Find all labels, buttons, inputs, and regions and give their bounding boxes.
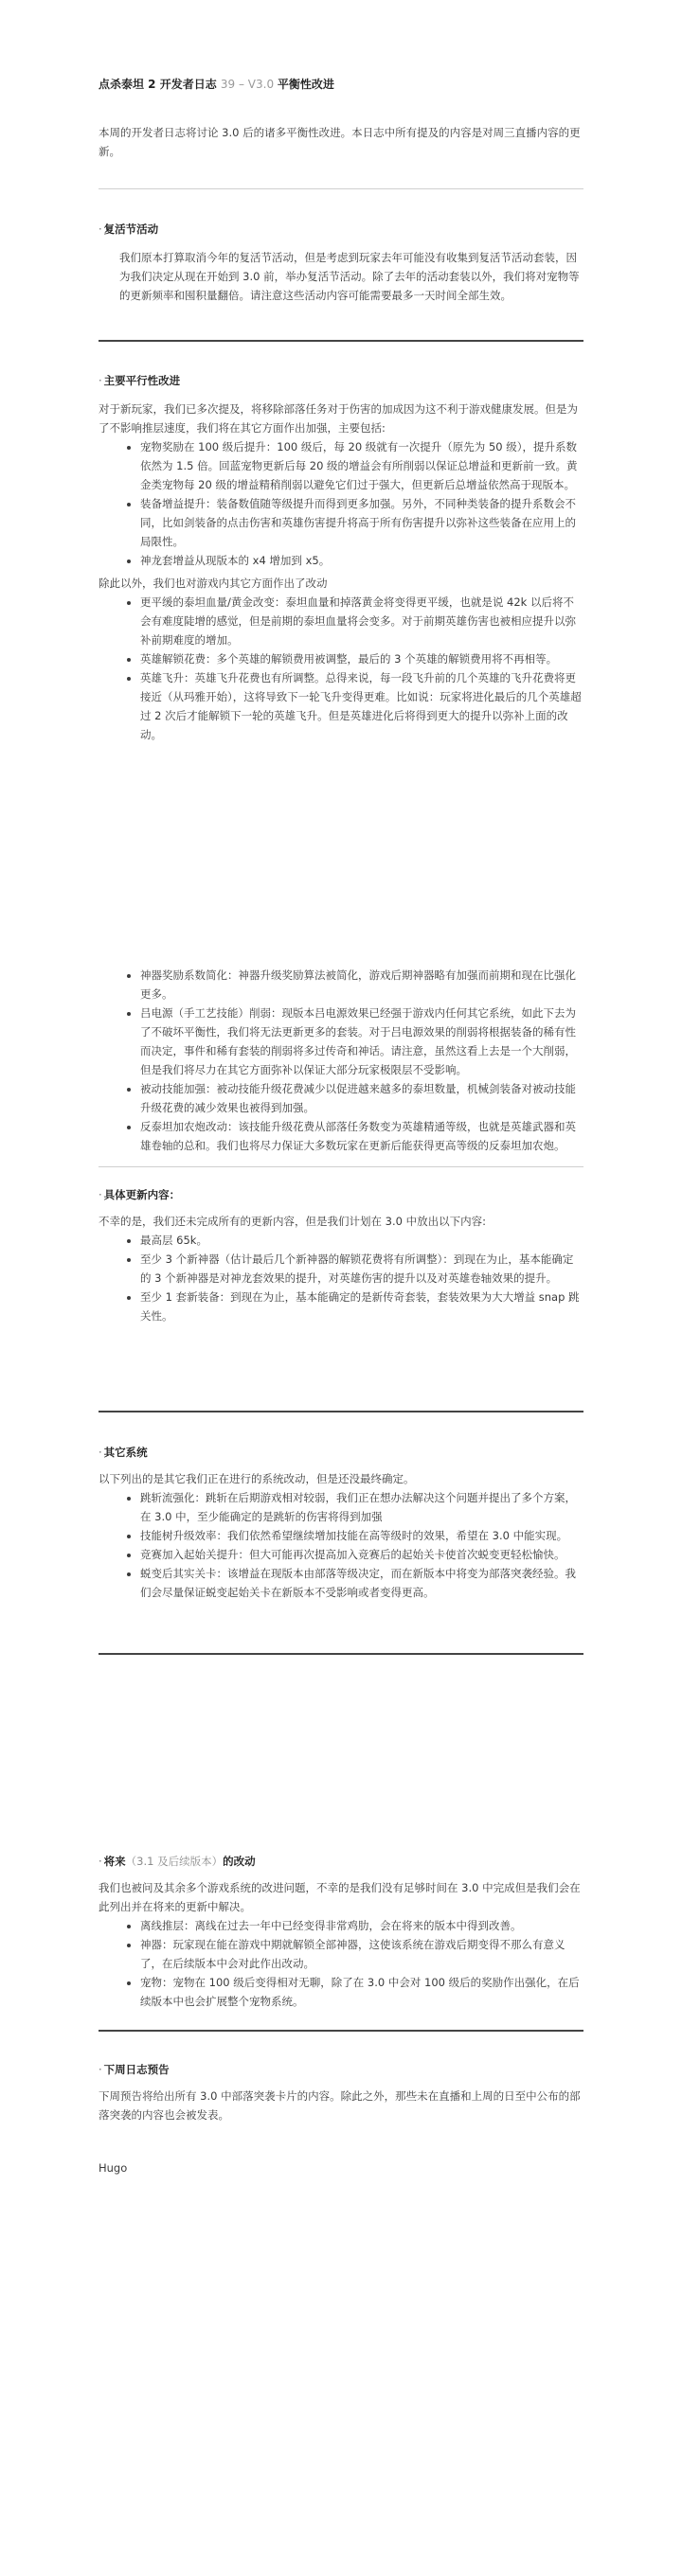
section-title: [99, 1443, 583, 1462]
divider: [99, 1411, 583, 1412]
page-1: [0, 0, 682, 880]
section-details: [99, 1185, 583, 1325]
list-item: • 最高层 65k。: [140, 1231, 583, 1250]
divider: [99, 340, 583, 342]
list-item: • 吕电源（手工艺技能）削弱：现版本吕电源效果已经强于游戏内任何其它系统，如此下去为了不破坏平衡性，我们将无法更新更多的套装。对于吕电源效果的削弱将根据装备的稀有性而决定，事件和稀有套装的削弱将多过传奇和神话。请注意，虽然这看上去是一个大削弱，但是我们将尽力在其它方面弥补以保证大部分玩家极限层不受影响。: [140, 1004, 583, 1079]
balance-list-3: [99, 966, 583, 1155]
section-title-text: 主要平行性改进: [103, 374, 181, 387]
other-systems-list: [99, 1488, 583, 1602]
bullet-prefix: ·: [99, 1446, 102, 1459]
balance-list-2: [99, 593, 583, 744]
bullet-prefix: ·: [99, 2063, 102, 2076]
section-body: 下周预告将给出所有 3.0 中部落突袭卡片的内容。除此之外，那些未在直播和上周的日至中公布的部落突袭的内容也会被发表。: [99, 2089, 581, 2122]
list-item: • 竞赛加入起始关提升：但大可能再次提高加入竞赛后的起始关卡使首次蜕变更轻松愉快。: [140, 1545, 583, 1564]
section-balance: [99, 371, 583, 744]
section-intro: 我们也被问及其余多个游戏系统的改进问题，不幸的是我们没有足够时间在 3.0 中完成但是我们会在此列出并在将来的更新中解决。: [99, 1881, 581, 1913]
list-item: • 至少 1 套新装备：到现在为止，基本能确定的是新传奇套装，套装效果为大大增益 snap 跳关性。: [140, 1288, 583, 1325]
section-future: [99, 1852, 583, 2011]
section-other-systems: [99, 1443, 583, 1602]
section-intro: 以下列出的是其它我们正在进行的系统改动，但是还没最终确定。: [99, 1472, 415, 1485]
title-part-3: 平衡性改进: [277, 78, 334, 91]
balance-list-1: [99, 437, 583, 570]
bullet-prefix: ·: [99, 1855, 102, 1868]
section-title-text: 具体更新内容：: [103, 1188, 181, 1201]
list-item: • 宠物：宠物在 100 级后变得相对无聊，除了在 3.0 中会对 100 级后的奖励作出强化，在后续版本中也会扩展整个宠物系统。: [140, 1973, 583, 2011]
divider: [99, 2030, 583, 2032]
section-easter: [99, 220, 583, 305]
section-next-week: [99, 2060, 583, 2124]
section-title: [99, 371, 583, 390]
list-item: • 离线推层：离线在过去一年中已经变得非常鸡肋，会在将来的版本中得到改善。: [140, 1916, 583, 1935]
signature: [99, 2159, 583, 2177]
section-balance-continued: [99, 966, 583, 1155]
page-3: [0, 1837, 682, 2576]
future-list: [99, 1916, 583, 2011]
section-body: 我们原本打算取消今年的复活节活动，但是考虑到玩家去年可能没有收集到复活节活动套装，因为我们决定从现在开始到 3.0 前，举办复活节活动。除了去年的活动套装以外，我们将对宠物等的更新频率和囤积量翻倍。请注意这些活动内容可能需要最多一天时间全部生效。: [119, 251, 580, 302]
section-title-note: （3.1 及后续版本）: [125, 1855, 224, 1868]
bullet-prefix: ·: [99, 1188, 102, 1201]
list-item: • 至少 3 个新神器（估计最后几个新神器的解锁花费将有所调整）：到现在为止，基本能确定的 3 个新神器是对神龙套效果的提升，对英雄伤害的提升以及对英雄卷轴效果的提升。: [140, 1250, 583, 1288]
intro-paragraph: [99, 123, 583, 161]
section-title-text: 其它系统: [103, 1446, 148, 1459]
bullet-prefix: ·: [99, 222, 102, 236]
title-part-1: 点杀泰坦 2 开发者日志: [99, 78, 221, 91]
list-item: • 更平缓的泰坦血量/黄金改变：泰坦血量和掉落黄金将变得更平缓，也就是说 42k 以后将不会有难度陡增的感觉，但是前期的泰坦血量将会变多。对于前期英雄伤害也被相应提升以弥补前期难度的增加。: [140, 593, 583, 649]
section-title: [99, 2060, 583, 2079]
list-item: • 神器奖励系数简化：神器升级奖励算法被简化，游戏后期神器略有加强而前期和现在比强化更多。: [140, 966, 583, 1004]
list-item: • 神器：玩家现在能在游戏中期就解锁全部神器，这使该系统在游戏后期变得不那么有意义了，在后续版本中会对此作出改动。: [140, 1935, 583, 1973]
section-intro: 对于新玩家，我们已多次提及，将移除部落任务对于伤害的加成因为这不利于游戏健康发展。但是为了不影响推层速度，我们将在其它方面作出加强，主要包括:: [99, 402, 578, 435]
divider: [99, 1653, 583, 1655]
list-item: • 神龙套增益从现版本的 x4 增加到 x5。: [140, 551, 583, 570]
signature-text: Hugo: [99, 2161, 128, 2175]
section-intro-2: 除此以外，我们也对游戏内其它方面作出了改动: [99, 577, 328, 590]
section-title-text: 下周日志预告: [103, 2063, 170, 2076]
page-2: [0, 954, 682, 1787]
details-list: [99, 1231, 583, 1325]
section-title: [99, 1852, 583, 1871]
divider: [99, 1166, 583, 1167]
section-title: [99, 220, 583, 239]
section-title-text: 将来: [103, 1855, 126, 1868]
divider: [99, 188, 583, 189]
section-intro: 不幸的是，我们还未完成所有的更新内容，但是我们计划在 3.0 中放出以下内容:: [99, 1215, 486, 1228]
list-item: • 反泰坦加农炮改动：该技能升级花费从部落任务数变为英雄精通等级，也就是英雄武器和英雄卷轴的总和。我们也将尽力保证大多数玩家在更新后能获得更高等级的反泰坦加农炮。: [140, 1117, 583, 1155]
section-title-text: 复活节活动: [103, 222, 159, 236]
list-item: • 被动技能加强：被动技能升级花费减少以促进越来越多的泰坦数量，机械剑装备对被动技能升级花费的减少效果也被得到加强。: [140, 1079, 583, 1117]
intro-text: 本周的开发者日志将讨论 3.0 后的诸多平衡性改进。本日志中所有提及的内容是对周三直播内容的更新。: [99, 126, 581, 158]
list-item: • 装备增益提升：装备数值随等级提升而得到更多加强。另外，不同种类装备的提升系数会不同，比如剑装备的点击伤害和英雄伤害提升将高于所有伤害提升以弥补这些装备在应用上的局限性。: [140, 494, 583, 551]
list-item: • 蜕变后其实关卡：该增益在现版本由部落等级决定，而在新版本中将变为部落突袭经验。我们会尽量保证蜕变起始关卡在新版本不受影响或者变得更高。: [140, 1564, 583, 1602]
title-part-2: 39 – V3.0: [220, 78, 278, 91]
bullet-prefix: ·: [99, 374, 102, 387]
list-item: • 宠物奖励在 100 级后提升：100 级后，每 20 级就有一次提升（原先为 50 级），提升系数依然为 1.5 倍。回蓝宠物更新后每 20 级的增益会有所削弱以保证总增益和更新前一致。黄金类宠物每 20 级的增益精稍削弱以避免它们过于强大，但更新后总增益依然高于现版本。: [140, 437, 583, 494]
list-item: • 技能树升级效率：我们依然希望继续增加技能在高等级时的效果，希望在 3.0 中能实现。: [140, 1526, 583, 1545]
page-title: [99, 75, 583, 94]
list-item: • 跳斩流强化：跳斩在后期游戏相对较弱，我们正在想办法解决这个问题并提出了多个方案，在 3.0 中，至少能确定的是跳斩的伤害将得到加强: [140, 1488, 583, 1526]
section-title-suffix: 的改动: [223, 1855, 256, 1868]
list-item: • 英雄解锁花费：多个英雄的解锁费用被调整，最后的 3 个英雄的解锁费用将不再相等。: [140, 649, 583, 668]
section-title: [99, 1185, 583, 1204]
list-item: • 英雄飞升：英雄飞升花费也有所调整。总得来说，每一段飞升前的几个英雄的飞升花费将更接近（从玛雅开始），这将导致下一轮飞升变得更难。比如说：玩家将进化最后的几个英雄超过 2 次后才能解锁下一轮的英雄飞升。但是英雄进化后将得到更大的提升以弥补上面的改动。: [140, 668, 583, 744]
